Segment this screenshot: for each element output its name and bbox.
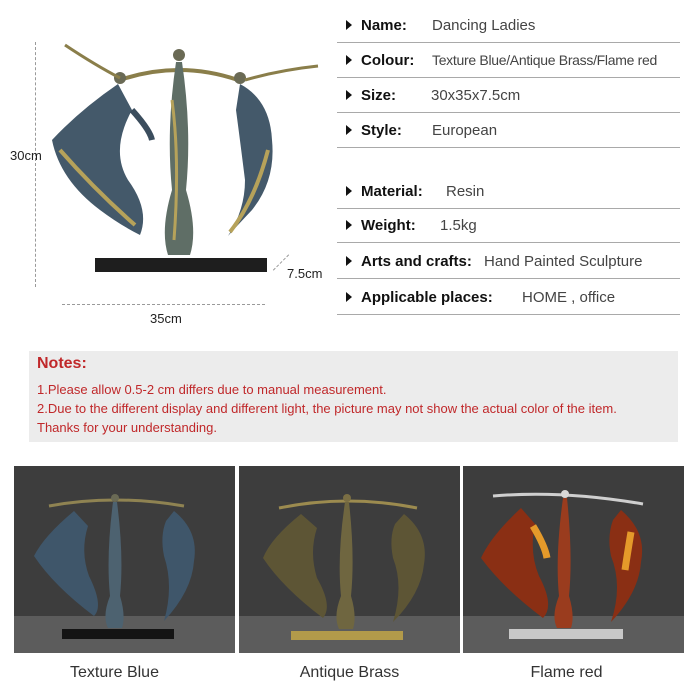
spec-row-style: Style: European: [337, 113, 680, 148]
bullet-arrow-icon: [346, 90, 352, 100]
variant-image-texture-blue: [14, 466, 235, 653]
bullet-arrow-icon: [346, 186, 352, 196]
bullet-arrow-icon: [346, 256, 352, 266]
width-dimension-line: [62, 304, 265, 305]
note-line-2: 2.Due to the different display and different light, the picture may not show the actual color of the item.: [37, 401, 617, 416]
variant-caption-texture-blue: Texture Blue: [70, 664, 159, 681]
bullet-arrow-icon: [346, 125, 352, 135]
spec-row-colour: Colour: Texture Blue/Antique Brass/Flame red: [337, 43, 680, 78]
bullet-arrow-icon: [346, 55, 352, 65]
note-line-1: 1.Please allow 0.5-2 cm differs due to manual measurement.: [37, 382, 387, 397]
variant-image-flame-red: [463, 466, 684, 653]
depth-dimension-label: 7.5cm: [287, 266, 323, 281]
spec-row-name: Name: Dancing Ladies: [337, 8, 680, 43]
variant-image-antique-brass: [239, 466, 460, 653]
bullet-arrow-icon: [346, 220, 352, 230]
note-line-3: Thanks for your understanding.: [37, 420, 217, 435]
sculpture-main-image: [40, 40, 330, 280]
bullet-arrow-icon: [346, 292, 352, 302]
width-dimension-label: 35cm: [150, 311, 182, 326]
spec-row-weight: Weight: 1.5kg: [337, 208, 680, 243]
notes-title: Notes:: [37, 355, 87, 372]
variant-caption-antique-brass: Antique Brass: [299, 664, 400, 681]
spec-row-size: Size: 30x35x7.5cm: [337, 78, 680, 113]
height-dimension-line: [35, 42, 36, 287]
spec-row-material: Material: Resin: [337, 174, 680, 209]
height-dimension-label: 30cm: [10, 148, 42, 163]
bullet-arrow-icon: [346, 20, 352, 30]
spec-row-arts-and-crafts: Arts and crafts: Hand Painted Sculpture: [337, 244, 680, 279]
variant-caption-flame-red: Flame red: [530, 664, 603, 681]
spec-row-applicable-places: Applicable places: HOME , office: [337, 280, 680, 315]
